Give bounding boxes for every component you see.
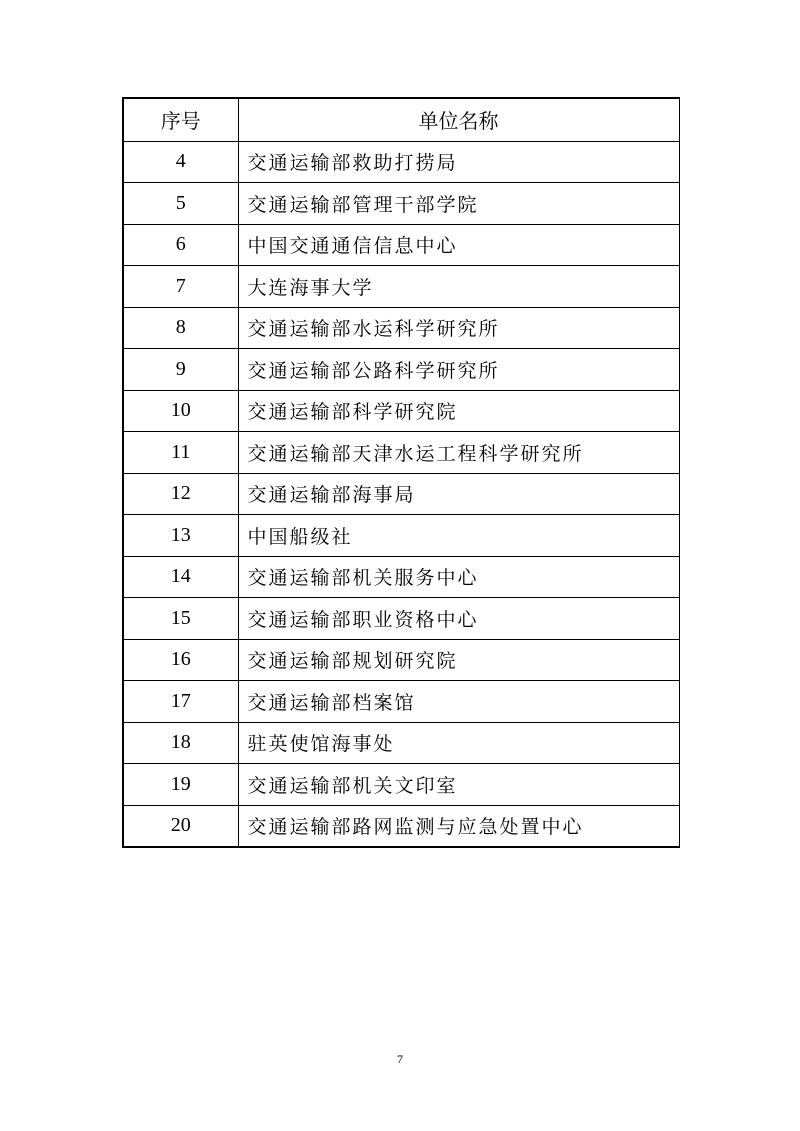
row-number: 20 xyxy=(123,805,238,847)
row-number: 4 xyxy=(123,141,238,183)
row-number: 9 xyxy=(123,349,238,391)
row-unit-name: 交通运输部职业资格中心 xyxy=(238,598,679,640)
row-number: 17 xyxy=(123,681,238,723)
header-unit-name: 单位名称 xyxy=(238,98,679,141)
row-number: 15 xyxy=(123,598,238,640)
page-number: 7 xyxy=(397,1052,403,1066)
row-number: 12 xyxy=(123,473,238,515)
table-row xyxy=(123,349,679,391)
table-row xyxy=(123,722,679,764)
row-number: 10 xyxy=(123,390,238,432)
table-row xyxy=(123,805,679,847)
row-number: 13 xyxy=(123,515,238,557)
row-unit-name: 交通运输部科学研究院 xyxy=(238,390,679,432)
row-unit-name: 交通运输部管理干部学院 xyxy=(238,183,679,225)
table-row xyxy=(123,764,679,806)
row-number: 6 xyxy=(123,224,238,266)
table-row xyxy=(123,183,679,225)
row-unit-name: 大连海事大学 xyxy=(238,266,679,308)
unit-table xyxy=(122,97,680,848)
table-row xyxy=(123,141,679,183)
row-number: 19 xyxy=(123,764,238,806)
row-unit-name: 交通运输部救助打捞局 xyxy=(238,141,679,183)
table-row xyxy=(123,598,679,640)
row-unit-name: 中国船级社 xyxy=(238,515,679,557)
row-unit-name: 交通运输部机关服务中心 xyxy=(238,556,679,598)
row-unit-name: 交通运输部公路科学研究所 xyxy=(238,349,679,391)
row-number: 16 xyxy=(123,639,238,681)
row-unit-name: 交通运输部机关文印室 xyxy=(238,764,679,806)
row-number: 14 xyxy=(123,556,238,598)
row-unit-name: 交通运输部路网监测与应急处置中心 xyxy=(238,805,679,847)
table-row xyxy=(123,556,679,598)
row-unit-name: 交通运输部规划研究院 xyxy=(238,639,679,681)
table-row xyxy=(123,266,679,308)
table-row xyxy=(123,639,679,681)
table-row xyxy=(123,432,679,474)
row-number: 7 xyxy=(123,266,238,308)
row-unit-name: 中国交通通信信息中心 xyxy=(238,224,679,266)
row-number: 5 xyxy=(123,183,238,225)
row-unit-name: 驻英使馆海事处 xyxy=(238,722,679,764)
row-number: 11 xyxy=(123,432,238,474)
table-header-row xyxy=(123,98,679,141)
table-body xyxy=(123,141,679,847)
table-row xyxy=(123,307,679,349)
table-row xyxy=(123,390,679,432)
row-number: 8 xyxy=(123,307,238,349)
table-row xyxy=(123,515,679,557)
row-number: 18 xyxy=(123,722,238,764)
row-unit-name: 交通运输部天津水运工程科学研究所 xyxy=(238,432,679,474)
row-unit-name: 交通运输部海事局 xyxy=(238,473,679,515)
table-row xyxy=(123,224,679,266)
row-unit-name: 交通运输部档案馆 xyxy=(238,681,679,723)
table-row xyxy=(123,473,679,515)
table-row xyxy=(123,681,679,723)
row-unit-name: 交通运输部水运科学研究所 xyxy=(238,307,679,349)
header-number: 序号 xyxy=(123,98,238,141)
